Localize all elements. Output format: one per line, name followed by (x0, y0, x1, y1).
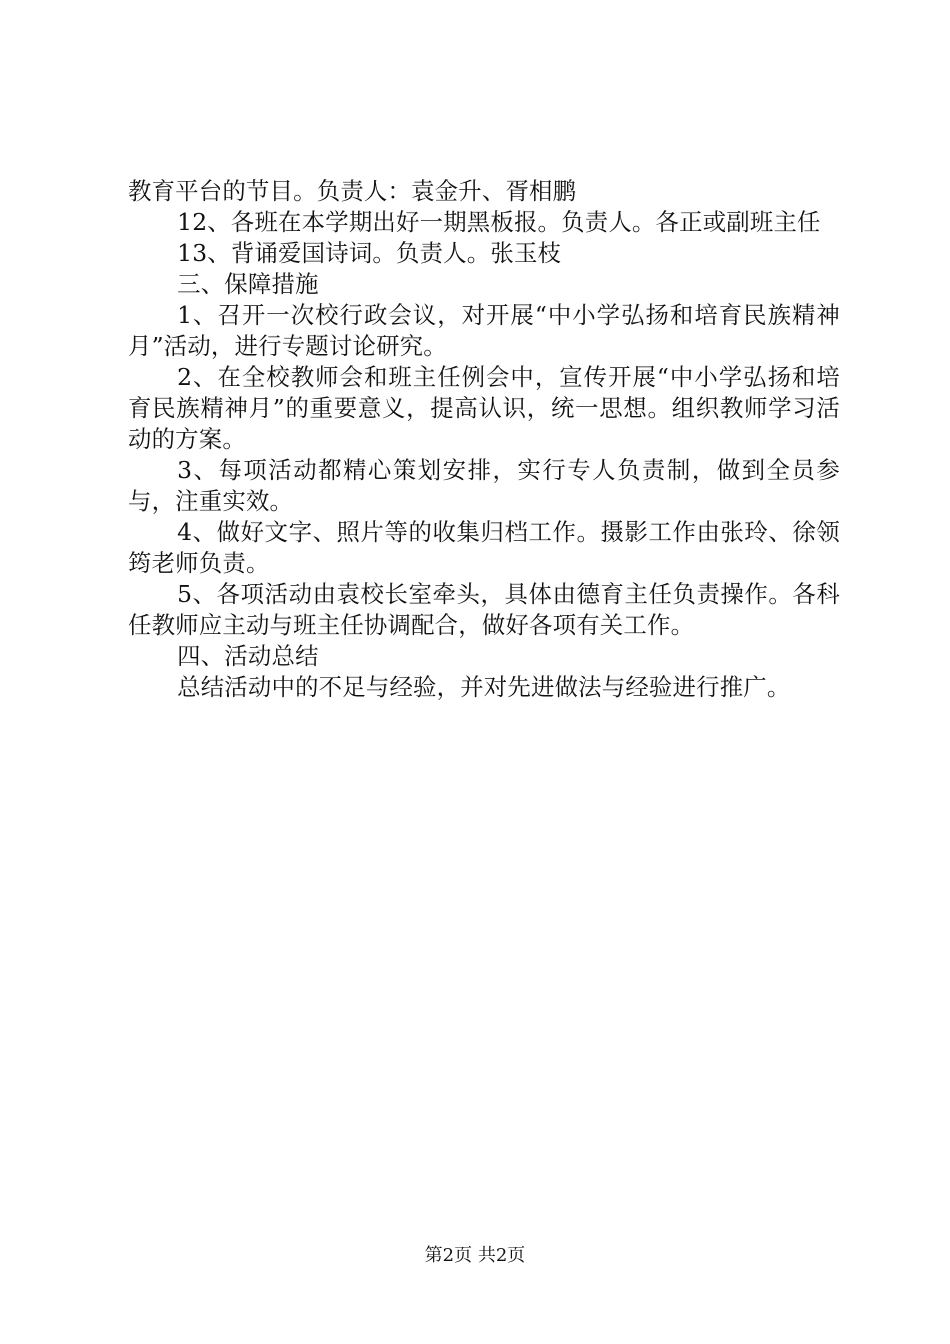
page-number-footer: 第2页 共2页 (424, 1245, 526, 1266)
paragraph-item-13: 13、背诵爱国诗词。负责人。张玉枝 (177, 239, 562, 267)
section-heading-summary: 四、活动总结 (177, 642, 319, 670)
paragraph-measure-5: 5、各项活动由袁校长室牵头，具体由德育主任负责操作。各科任教师应主动与班主任协调配合，做好各项有关工作。 (128, 580, 840, 639)
paragraph-continuation: 教育平台的节目。负责人：袁金升、胥相鹏 (128, 177, 577, 205)
paragraph-summary: 总结活动中的不足与经验，并对先进做法与经验进行推广。 (177, 673, 791, 701)
paragraph-measure-4: 4、做好文字、照片等的收集归档工作。摄影工作由张玲、徐领筠老师负责。 (128, 518, 840, 577)
paragraph-measure-2: 2、在全校教师会和班主任例会中，宣传开展“中小学弘扬和培育民族精神月”的重要意义，提高认识，统一思想。组织教师学习活动的方案。 (128, 363, 840, 453)
paragraph-measure-1: 1、召开一次校行政会议，对开展“中小学弘扬和培育民族精神月”活动，进行专题讨论研究。 (128, 301, 840, 360)
section-heading-measures: 三、保障措施 (177, 270, 319, 298)
paragraph-item-12: 12、各班在本学期出好一期黑板报。负责人。各正或副班主任 (177, 208, 821, 236)
document-body (128, 176, 840, 703)
paragraph-measure-3: 3、每项活动都精心策划安排，实行专人负责制，做到全员参与，注重实效。 (128, 456, 840, 515)
